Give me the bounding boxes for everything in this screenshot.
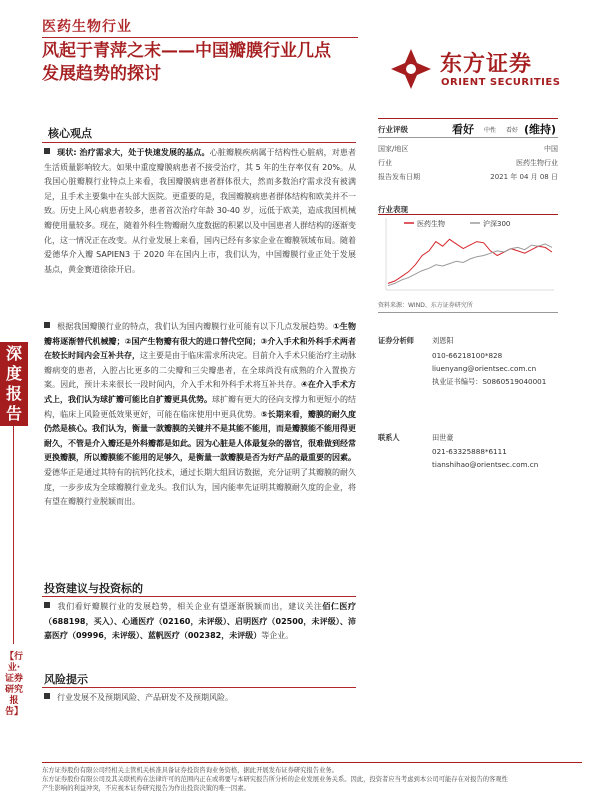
risk-text: 行业发展不及预期风险、产品研发不及预期风险。 bbox=[57, 693, 233, 702]
sidebar-divider bbox=[13, 426, 14, 644]
section-divider bbox=[42, 687, 356, 688]
rating-value: 看好 bbox=[452, 123, 474, 136]
series-line-index bbox=[388, 244, 552, 286]
source-divider bbox=[378, 312, 558, 313]
legend-label-index: 沪深300 bbox=[483, 220, 511, 228]
info-key: 报告发布日期 bbox=[378, 173, 420, 181]
info-row-industry bbox=[378, 158, 558, 168]
invest-targets: 佰仁医疗（688198，买入）、心通医疗（02160，未评级）、启明医疗（02500，未评级）、沛嘉医疗（09996，未评级）、蓝帆医疗（002382，未评级） bbox=[44, 602, 357, 641]
badge-char: 度 bbox=[5, 364, 22, 383]
footer-line: 东方证券股份有限公司经相关主管机关核准具备证券投资咨询业务资格，据此开展发布证券研究报告业务。 bbox=[42, 767, 338, 774]
info-key: 行业 bbox=[378, 159, 392, 167]
industry-label: 医药生物行业 bbox=[42, 19, 132, 35]
header-divider bbox=[42, 37, 358, 38]
section-divider bbox=[42, 142, 356, 143]
chart-series-layer bbox=[388, 239, 552, 285]
section-divider bbox=[42, 596, 356, 597]
bullet-icon bbox=[44, 693, 50, 699]
analyst-cert: 执业证书编号：S0860519040001 bbox=[432, 377, 547, 386]
rating-prev: 看好 bbox=[506, 127, 519, 134]
core-p1-text: 心脏瓣膜疾病属于结构性心脏病，对患者生活质量影响较大。如果中重度瓣膜病患者不接受治疗，其 5 年的生存率仅有 20%。从我国心脏瓣膜行业特点上来看，我国瓣膜病患者群体很大，然而多数治疗需求没有被满足，且手术主要集中在头部大医院。更重要的是，我国瓣膜病患者群体结构和欧美并不一致。历史上风心病患者较多，患者首次治疗年龄 30-40 岁，远低于欧美，造成我国机械瓣使用量较多。现在，随着外科生物瓣耐久度数据的积累以及中国患者人群结构的逐渐变化，这一情况正在改变。从行业发展上来看，国内已经有多家企业在瓣膜领域布局。随着爱德华介入瓣 SAPIEN3 于 2020 年在国内上市，我们认为，中国瓣膜行业正处于发展基点，黄金赛道徐徐开启。 bbox=[44, 148, 357, 274]
chart-legend bbox=[404, 219, 510, 228]
invest-tail: 等企业。 bbox=[261, 631, 294, 641]
rating-divider bbox=[378, 137, 558, 138]
core-p2-intro: 根据我国瓣膜行业的特点，我们认为国内瓣膜行业可能有以下几点发展趋势。 bbox=[57, 322, 333, 331]
core-p2-bold-3: ⑤长期来看，瓣膜的耐久度仍然是核心。我们认为，衡量一款瓣膜的关键并不是其能不能用，而是瓣膜能不能用得更耐久，不管是介入瓣还是外科瓣都是如此。因为心脏是人体最复杂的器官，很难做到经常更换瓣膜，所以瓣膜能不能用的足够久，是衡量一款瓣膜是否为好产品的最重要的因素。 bbox=[44, 409, 357, 463]
info-row-region bbox=[378, 144, 558, 154]
core-paragraph-1 bbox=[44, 146, 356, 277]
info-value: 中国 bbox=[544, 145, 558, 153]
risk-paragraph bbox=[44, 691, 356, 706]
badge-char: 深 bbox=[5, 344, 22, 363]
rating-prev-mid: 中性 bbox=[484, 127, 497, 134]
analyst-name: 刘恩阳 bbox=[432, 336, 454, 345]
title-line-1: 风起于青萍之末——中国瓣膜行业几点 bbox=[42, 41, 331, 61]
rating-top-divider bbox=[378, 118, 558, 119]
invest-paragraph bbox=[44, 600, 356, 644]
core-paragraph-2 bbox=[44, 320, 356, 510]
info-value: 2021 年 04 月 08 日 bbox=[490, 173, 558, 181]
bullet-icon bbox=[44, 602, 50, 608]
core-p2-text-3: 爱德华正是通过其特有的抗钙化技术，通过长期大组回访数据，充分证明了其瓣膜的耐久度，一步步成为全球瓣膜行业龙头。我们认为，国内能率先证明其瓣膜耐久度的企业，将有望在瓣膜行业脱颖而出。 bbox=[44, 467, 356, 507]
logo-text-cn: 东方证券 bbox=[440, 52, 533, 77]
section-title-core: 核心观点 bbox=[48, 127, 92, 140]
orient-logo-icon bbox=[388, 46, 434, 92]
core-p2-text-2: 球扩瓣有更大的径向支撑力和更短小的结构，临床上风险更低效果更好，可能在临床使用中更具优势。 bbox=[44, 394, 356, 419]
report-title bbox=[42, 40, 372, 86]
badge-char: 告 bbox=[5, 404, 22, 423]
core-p2-bold-1: ①生物瓣将逐渐替代机械瓣；②国产生物瓣有很大的进口替代空间；③介入手术和外科手术两者在较长时间内会互补共存， bbox=[44, 322, 357, 361]
info-value: 医药生物行业 bbox=[516, 159, 558, 167]
footer-line: 产生影响的利益冲突，不应视本证券研究报告为作出投资决策的唯一因素。 bbox=[42, 785, 250, 792]
performance-title: 行业表现 bbox=[378, 205, 408, 214]
performance-chart bbox=[378, 214, 558, 294]
bullet-icon bbox=[44, 322, 50, 328]
chart-source: 资料来源：WIND、东方证券研究所 bbox=[378, 302, 473, 309]
contact-role: 联系人 bbox=[378, 433, 400, 442]
info-row-date bbox=[378, 172, 558, 182]
vertical-report-tag: 【行业·证券研究报告】 bbox=[4, 652, 23, 717]
contact-name: 田世豪 bbox=[432, 433, 454, 442]
bullet-icon bbox=[44, 148, 50, 154]
report-type-badge bbox=[0, 342, 28, 426]
footer-divider bbox=[42, 762, 582, 763]
rating-status: (维持) bbox=[524, 123, 557, 136]
title-line-2: 发展趋势的探讨 bbox=[42, 64, 161, 84]
contact-email[interactable]: tianshihao@orientsec.com.cn bbox=[432, 460, 539, 469]
info-key: 国家/地区 bbox=[378, 145, 409, 153]
analyst-email[interactable]: liuenyang@orientsec.com.cn bbox=[432, 364, 537, 373]
core-p2-text-1: 这主要是由于临床需求所决定。目前介入手术只能治疗主动脉瓣病变的患者，入腔占比更多的二尖瓣和三尖瓣患者，在全球尚没有成熟的介入置换方案。因此，预计未来很长一段时间内，介入手术和外科手术将互补共存。 bbox=[44, 351, 356, 390]
rating-label: 行业评级 bbox=[378, 125, 408, 134]
section-title-invest: 投资建议与投资标的 bbox=[44, 582, 143, 595]
section-title-risk: 风险提示 bbox=[44, 673, 88, 686]
badge-char: 报 bbox=[5, 384, 22, 403]
core-p1-bold: 现状: 治疗需求大，处于快速发展的基点。 bbox=[57, 148, 210, 157]
footer-disclaimer bbox=[42, 766, 582, 793]
logo-text-en: ORIENT SECURITIES bbox=[441, 77, 561, 88]
analyst-phone: 010-66218100*828 bbox=[432, 351, 503, 360]
contact-phone: 021-63325888*6111 bbox=[432, 447, 507, 456]
invest-text: 我们看好瓣膜行业的发展趋势，相关企业有望逐渐脱颖而出，建议关注 bbox=[57, 602, 323, 611]
analyst-role: 证券分析师 bbox=[378, 336, 414, 345]
footer-line: 东方证券股份有限公司及其关联机构在法律许可的范围内正在或将要与本研究报告所分析的企业发展业务关系。因此，投资者应当考虑到本公司可能存在对报告的客观性 bbox=[42, 776, 508, 783]
legend-label-industry: 医药生物 bbox=[417, 220, 445, 228]
core-p2-bold-2: ④在介入手术方式上，我们认为球扩瓣可能比自扩瓣更具优势。 bbox=[44, 380, 356, 404]
series-line-industry bbox=[388, 239, 552, 283]
